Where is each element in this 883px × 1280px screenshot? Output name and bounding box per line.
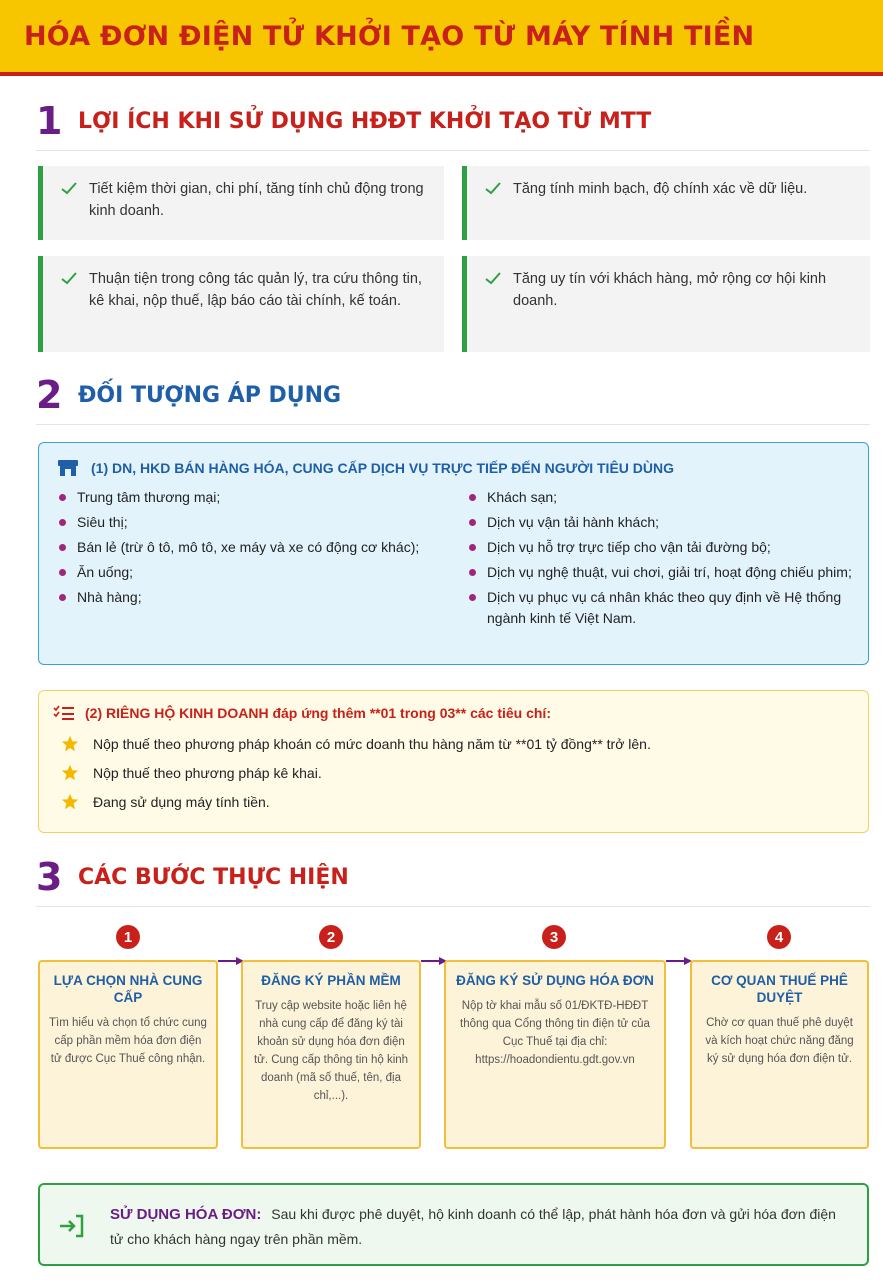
step-description: Chờ cơ quan thuế phê duyệt và kích hoạt chức năng đăng ký sử dụng hóa đơn điện tử.	[705, 1017, 854, 1065]
usage-label: SỬ DỤNG HÓA ĐƠN:	[110, 1206, 262, 1223]
check-icon	[483, 268, 503, 288]
benefit-card	[462, 256, 870, 352]
group2-heading	[53, 705, 551, 721]
benefit-text: Tăng uy tín với khách hàng, mở rộng cơ hội kinh doanh.	[513, 271, 827, 309]
step-title: ĐĂNG KÝ PHẦN MỀM	[261, 973, 401, 988]
section3-title: CÁC BƯỚC THỰC HIỆN	[78, 864, 349, 890]
step-description: Truy cập website hoặc liên hệ nhà cung cấp để đăng ký tài khoản sử dụng hóa đơn điện tử. Cung cấp thông tin hộ kinh doanh (mã số thuế, tên, địa chỉ,...).	[253, 1000, 409, 1102]
step-card	[444, 960, 666, 1149]
step-title: ĐĂNG KÝ SỬ DỤNG HÓA ĐƠN	[456, 973, 654, 988]
divider	[36, 150, 870, 151]
check-icon	[483, 178, 503, 198]
section3-heading	[36, 855, 349, 899]
step-description: Nộp tờ khai mẫu số 01/ĐKTĐ-HĐĐT thông qua Cổng thông tin điện tử của Cục Thuế tại địa chỉ: https://hoadondientu.gdt.gov.vn	[460, 1000, 650, 1066]
page-title: HÓA ĐƠN ĐIỆN TỬ KHỞI TẠO TỪ MÁY TÍNH TIỀN	[24, 20, 755, 52]
criteria-text: Đang sử dụng máy tính tiền.	[93, 794, 270, 810]
header-banner	[0, 0, 883, 76]
checklist-icon	[53, 705, 75, 721]
benefit-text: Thuận tiện trong công tác quản lý, tra cứu thông tin, kê khai, nộp thuế, lập báo cáo tài chính, kế toán.	[89, 271, 422, 309]
check-icon	[59, 268, 79, 288]
usage-box	[38, 1183, 869, 1266]
step-number-badge: 3	[542, 925, 566, 949]
benefit-card	[38, 166, 444, 240]
section2-number: 2	[36, 373, 63, 417]
criteria-item	[61, 764, 322, 782]
benefit-text: Tiết kiệm thời gian, chi phí, tăng tính chủ động trong kinh doanh.	[89, 181, 424, 219]
step-card	[241, 960, 421, 1149]
benefit-text: Tăng tính minh bạch, độ chính xác về dữ liệu.	[513, 181, 808, 197]
usage-text-block	[110, 1202, 850, 1251]
group1-heading	[57, 459, 674, 477]
section2-title: ĐỐI TƯỢNG ÁP DỤNG	[78, 382, 342, 408]
divider	[36, 424, 870, 425]
step-title: LỰA CHỌN NHÀ CUNG CẤP	[53, 973, 203, 1005]
benefit-card	[38, 256, 444, 352]
step-description: Tìm hiểu và chọn tổ chức cung cấp phần mềm hóa đơn điện tử được Cục Thuế công nhận.	[49, 1017, 207, 1065]
step-number-badge: 1	[116, 925, 140, 949]
star-icon	[61, 793, 79, 811]
criteria-text: Nộp thuế theo phương pháp kê khai.	[93, 765, 322, 781]
step-title: CƠ QUAN THUẾ PHÊ DUYỆT	[711, 973, 848, 1005]
list-item: Trung tâm thương mại;	[57, 487, 427, 508]
divider	[36, 906, 870, 907]
section1-title: LỢI ÍCH KHI SỬ DỤNG HĐĐT KHỞI TẠO TỪ MTT	[78, 108, 652, 134]
group1-left-list	[57, 487, 427, 612]
group1-box	[38, 442, 869, 665]
group2-title: (2) RIÊNG HỘ KINH DOANH đáp ứng thêm **01 trong 03** các tiêu chí:	[85, 705, 551, 721]
step-card	[690, 960, 869, 1149]
benefit-card	[462, 166, 870, 240]
list-item: Ăn uống;	[57, 562, 427, 583]
usage-text: Sau khi được phê duyệt, hộ kinh doanh có thể lập, phát hành hóa đơn và gửi hóa đơn điện tử cho khách hàng ngay trên phần mềm.	[110, 1206, 836, 1247]
section2-heading	[36, 373, 342, 417]
login-arrow-icon	[58, 1214, 86, 1238]
section1-heading	[36, 99, 652, 143]
star-icon	[61, 735, 79, 753]
section3-number: 3	[36, 855, 63, 899]
list-item: Bán lẻ (trừ ô tô, mô tô, xe máy và xe có động cơ khác);	[57, 537, 427, 558]
list-item: Khách sạn;	[467, 487, 852, 508]
list-item: Nhà hàng;	[57, 587, 427, 608]
step-number-badge: 4	[767, 925, 791, 949]
criteria-text: Nộp thuế theo phương pháp khoán có mức doanh thu hàng năm từ **01 tỷ đồng** trở lên.	[93, 736, 651, 752]
criteria-item	[61, 793, 270, 811]
list-item: Dịch vụ nghệ thuật, vui chơi, giải trí, hoạt động chiếu phim;	[467, 562, 852, 583]
step-card	[38, 960, 218, 1149]
group1-title: (1) DN, HKD BÁN HÀNG HÓA, CUNG CẤP DỊCH VỤ TRỰC TIẾP ĐẾN NGƯỜI TIÊU DÙNG	[91, 460, 675, 476]
list-item: Dịch vụ vận tải hành khách;	[467, 512, 852, 533]
list-item: Siêu thị;	[57, 512, 427, 533]
arrow-right-icon	[666, 956, 692, 966]
check-icon	[59, 178, 79, 198]
star-icon	[61, 764, 79, 782]
list-item: Dịch vụ hỗ trợ trực tiếp cho vận tải đường bộ;	[467, 537, 852, 558]
group1-right-list	[467, 487, 852, 633]
criteria-item	[61, 735, 651, 753]
section1-number: 1	[36, 99, 63, 143]
step-number-badge: 2	[319, 925, 343, 949]
list-item: Dịch vụ phục vụ cá nhân khác theo quy định về Hệ thống ngành kinh tế Việt Nam.	[467, 587, 852, 629]
store-icon	[57, 459, 79, 477]
group2-box	[38, 690, 869, 833]
